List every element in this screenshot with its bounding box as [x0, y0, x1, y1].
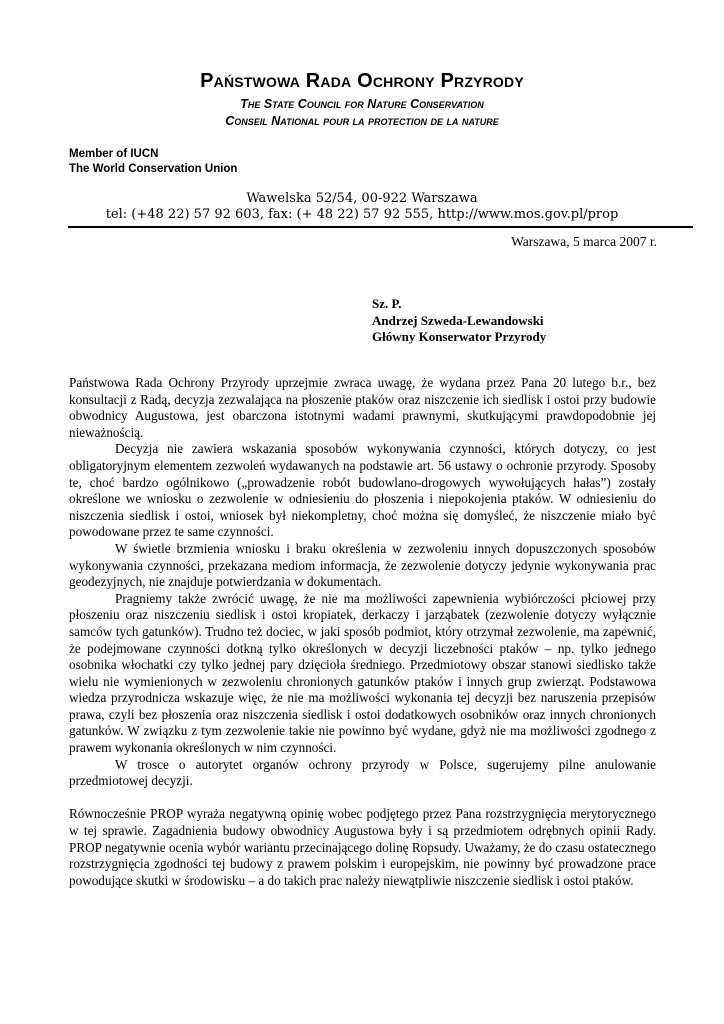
recipient-title: Główny Konserwator Przyrody [372, 329, 547, 344]
paragraph: W świetle brzmienia wniosku i braku określenia w zezwoleniu innych dopuszczonych sposobów wykonywania czynności, przekazana mediom informacja, że zezwolenie dotyczy jedynie wykonywania prac geodezyjnych, nie znajduje potwierdzania w dokumentach. [69, 540, 656, 590]
header-divider [68, 226, 693, 228]
org-name-en: The State Council for Nature Conservation [240, 97, 484, 111]
contact-line: tel: (+48 22) 57 92 603, fax: (+ 48 22) 57 92 555, http://www.mos.gov.pl/prop [105, 207, 619, 222]
member-line-iucn: Member of IUCN [69, 148, 159, 160]
org-name-fr: Conseil National pour la protection de la nature [225, 114, 499, 128]
recipient-block [372, 296, 546, 346]
recipient-salutation: Sz. P. [372, 296, 402, 311]
paragraph: Państwowa Rada Ochrony Przyrody uprzejmie zwraca uwagę, że wydana przez Pana 20 lutego b.r., bez konsultacji z Radą, decyzja zezwalająca na płoszenie ptaków oraz niszczenie ich siedlisk i ostoi przy budowie obwodnicy Augustowa, jest obarczona istotnymi wadami prawnymi, skutkującymi prawdopodobnie jej nieważnością. [69, 375, 656, 440]
paragraph: Równocześnie PROP wyraża negatywną opinię wobec podjętego przez Pana rozstrzygnięcia merytorycznego w tej sprawie. Zagadnienia budowy obwodnicy Augustowa były i są przedmiotem odrębnych opinii Rady. PROP negatywnie ocenia wybór wariantu przecinającego dolinę Ropsudy. Uważamy, że do czasu ostatecznego rozstrzygnięcia zgodności tej budowy z prawem polskim i europejskim, nie powinny być prowadzone prace powodujące skutki w środowisku – a do takich prac należy niewątpliwie niszczenie siedlisk i ostoi ptaków. [69, 806, 656, 888]
postal-address: Wawelska 52/54, 00-922 Warszawa [246, 191, 478, 206]
member-line-union: The World Conservation Union [69, 163, 238, 175]
letter-date: Warszawa, 5 marca 2007 r. [511, 234, 657, 249]
paragraph: Pragniemy także zwrócić uwagę, że nie ma możliwości zapewnienia wybiórczości płciowej przy płoszeniu oraz niszczeniu siedlisk i ostoi kropiatek, derkaczy i jarząbatek (zezwolenie dotyczy wyłącznie samców tych gatunków). Trudno też dociec, w jaki sposób podmiot, który otrzymał zezwolenie, ma zapewnić, że podejmowane czynności dotkną tylko określonych w decyzji liczebności ptaków – np. tylko jednego osobnika włochatki czy tylko jednej pary dzięcioła średniego. Przedmiotowy obszar stanowi siedlisko także wielu nie wymienionych w zezwoleniu chronionych gatunków ptaków i innych grup zwierząt. Podstawowa wiedza przyrodnicza wskazuje więc, że nie ma możliwości wykonania tej decyzji bez naruszenia przepisów prawa, czyli bez płoszenia oraz niszczenia siedlisk i ostoi dodatkowych osobników oraz innych chronionych gatunków. W związku z tym zezwolenie takie nie powinno być wydane, gdyż nie ma możliwości zgodnego z prawem wykonania określonych w nim czynności. [69, 590, 656, 756]
letter-body [69, 375, 656, 889]
recipient-name: Andrzej Szweda-Lewandowski [372, 312, 544, 328]
org-name-pl: Państwowa Rada Ochrony Przyrody [200, 70, 524, 92]
membership-block [69, 147, 237, 177]
paragraph: W trosce o autorytet organów ochrony przyrody w Polsce, sugerujemy pilne anulowanie przedmiotowej decyzji. [69, 756, 656, 789]
paragraph: Decyzja nie zawiera wskazania sposobów wykonywania czynności, których dotyczy, co jest obligatoryjnym elementem zezwoleń wydawanych na podstawie art. 56 ustawy o ochronie przyrody. Sposoby te, choć bardzo ogólnikowo („prowadzenie robót budowlano-drogowych wywołujących hałas”) zostały określone we wniosku o zezwolenie w odniesieniu do płoszenia i niepokojenia ptaków. W odniesieniu do niszczenia siedlisk i ostoi, wniosek był niekompletny, choć można się domyśleć, że niszczenie miało być powodowane przez te same czynności. [69, 441, 656, 540]
